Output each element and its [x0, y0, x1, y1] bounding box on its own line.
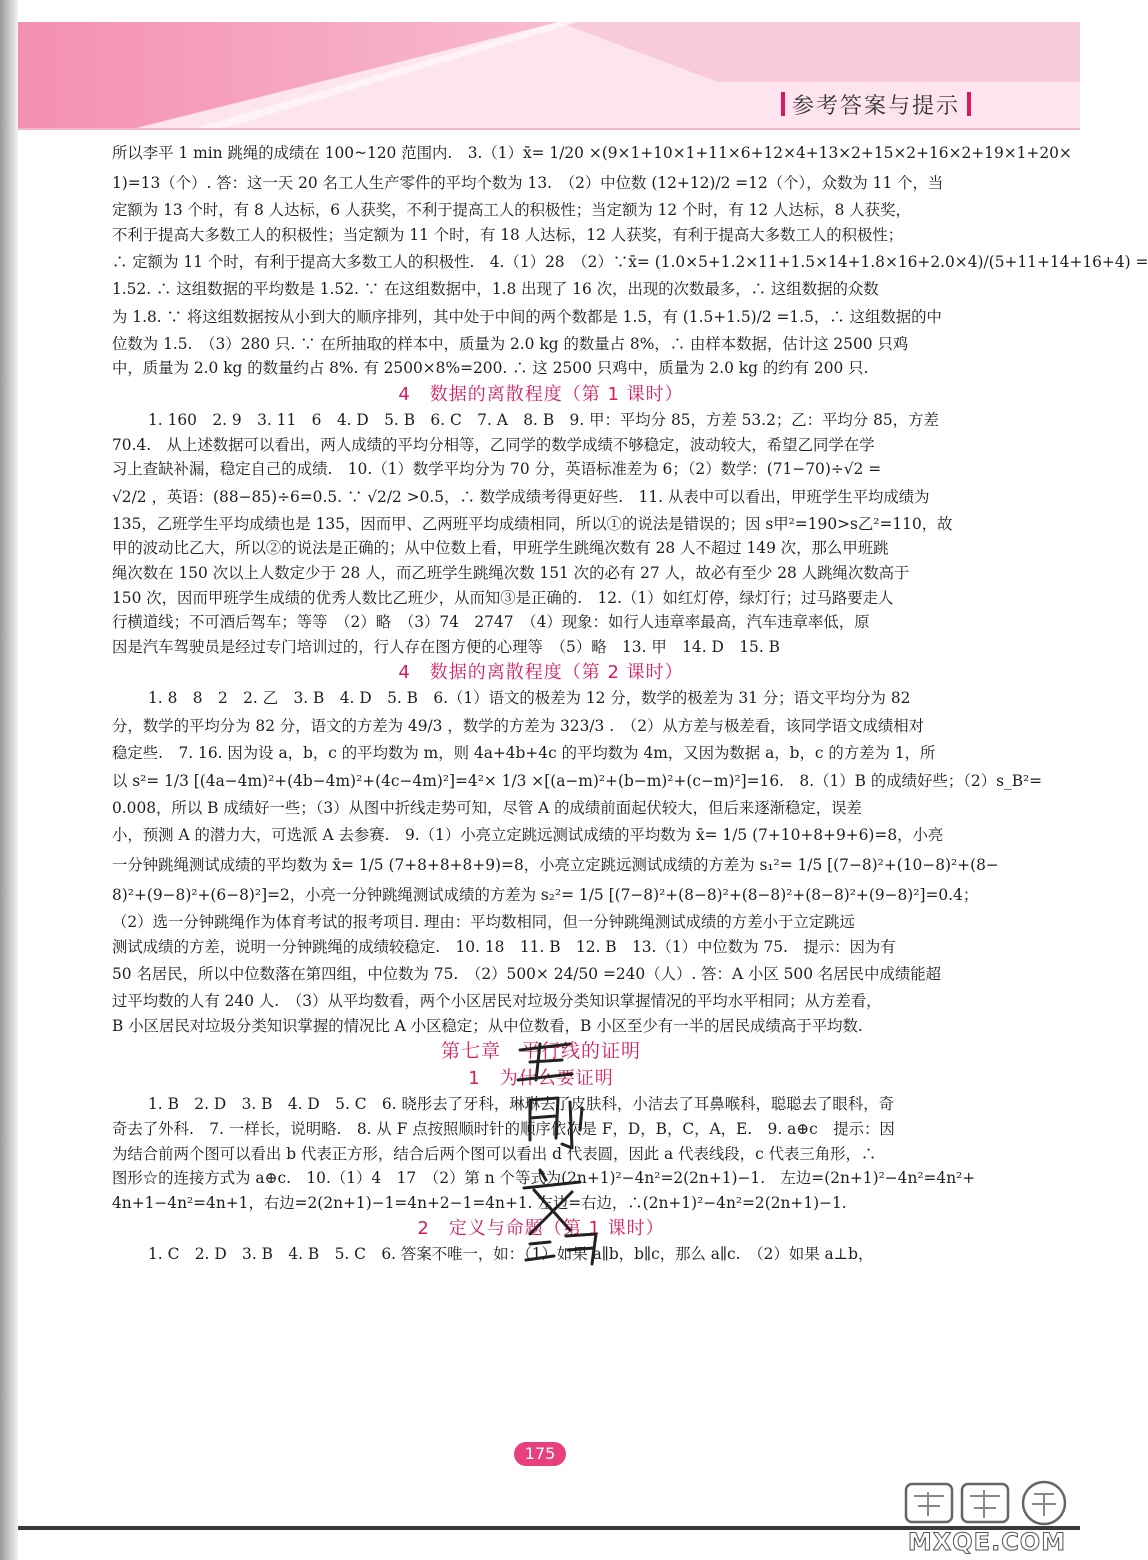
text-line: 奇去了外科. 7. 一样长，说明略. 8. 从 F 点按照顺时针的顺序依次是 F，D，B，C，A，E. 9. a⊕c 提示：因: [112, 1120, 895, 1139]
section-heading: 4 数据的离散程度（第 2 课时）: [398, 662, 684, 684]
text-line: 中，质量为 2.0 kg 的数量约占 8%. 有 2500×8%=200. ∴ 这 2500 只鸡中，质量为 2.0 kg 的约有 200 只.: [112, 359, 869, 378]
text-line: 测试成绩的方差，说明一分钟跳绳的成绩较稳定. 10. 18 11. B 12. B 13.（1）中位数为 75. 提示：因为有: [112, 937, 896, 956]
text-line: ∴ 定额为 11 个时，有利于提高大多数工人的积极性. 4.（1）28 （2）∵x̄= (1.0×5+1.2×11+1.5×14+1.8×16+2.0×4)/(5+11+14+16+4) =: [112, 253, 1148, 272]
text-line: 4n+1−4n²=4n+1，右边=2(2n+1)−1=4n+2−1=4n+1. 左边=右边，∴(2n+1)²−4n²=2(2n+1)−1.: [112, 1193, 847, 1212]
text-line: 所以李平 1 min 跳绳的成绩在 100~120 范围内. 3.（1）x̄= 1/20 ×(9×1+10×1+11×6+12×4+13×2+15×2+16×2+19×1+20×: [112, 144, 1072, 162]
text-line: 为 1.8. ∵ 将这组数据按从小到大的顺序排列，其中处于中间的两个数都是 1.5，有 (1.5+1.5)/2 =1.5，∴ 这组数据的中: [112, 307, 942, 326]
watermark-stamp-icon: [898, 1476, 1076, 1532]
text-line: 1)=13（个）. 答：这一天 20 名工人生产零件的平均个数为 13. （2）中位数 (12+12)/2 =12（个），众数为 11 个，当: [112, 174, 944, 192]
text-line: 50 名居民，所以中位数落在第四组，中位数为 75. （2）500× 24/50 =240（人）. 答：A 小区 500 名居民中成绩能超: [112, 965, 942, 984]
text-line: 因是汽车驾驶员是经过专门培训过的，行人存在图方便的心理等 （5）略 13. 甲 14. D 15. B: [112, 637, 780, 656]
text-line: 不利于提高大多数工人的积极性；当定额为 11 个时，有 18 人达标，12 人获奖，有利于提高大多数工人的积极性；: [112, 225, 904, 244]
text-line: 绳次数在 150 次以上人数定少于 28 人，而乙班学生跳绳次数 151 次的必有 27 人，故必有至少 28 人跳绳次数高于: [112, 563, 910, 582]
watermark-text: MXQE.COM: [907, 1528, 1067, 1556]
text-line: 8)²+(9−8)²+(6−8)²]=2，小亮一分钟跳绳测试成绩的方差为 s₂²= 1/5 [(7−8)²+(8−8)²+(8−8)²+(8−8)²+(9−8)²]=0.4；: [112, 886, 979, 905]
text-line: 70.4. 从上述数据可以看出，两人成绩的平均分相等，乙同学的数学成绩不够稳定，波动较大，希望乙同学在学: [112, 435, 875, 454]
header-title-block: [778, 88, 974, 120]
text-line: 1. 160 2. 9 3. 11 6 4. D 5. B 6. C 7. A 8. B 9. 甲：平均分 85，方差 53.2；乙：平均分 85，方差: [148, 410, 939, 429]
text-line: （2）选一分钟跳绳作为体育考试的报考项目. 理由：平均数相同，但一分钟跳绳测试成绩的方差小于立定跳远: [112, 913, 855, 932]
header-bar-icon: [967, 92, 971, 116]
handwritten-scribble: [500, 1030, 620, 1270]
text-line: 甲的波动比乙大，所以②的说法是正确的；从中位数上看，甲班学生跳绳次数有 28 人不超过 149 次，那么甲班跳: [112, 539, 889, 558]
text-line: 1. C 2. D 3. B 4. B 5. C 6. 答案不唯一，如：（1）如果 a∥b，b∥c，那么 a∥c. （2）如果 a⊥b，: [148, 1245, 874, 1264]
text-line: 0.008，所以 B 成绩好一些；（3）从图中折线走势可知，尽管 A 的成绩前面起伏较大，但后来逐渐稳定，误差: [112, 798, 862, 817]
text-line: 135，乙班学生平均成绩也是 135，因而甲、乙两班平均成绩相同，所以①的说法是错误的；因 s甲²=190>s乙²=110，故: [112, 514, 953, 533]
text-line: 位数为 1.5. （3）280 只. ∵ 在所抽取的样本中，质量为 2.0 kg 的数量占 8%，∴ 由样本数据，估计这 2500 只鸡: [112, 334, 909, 353]
text-line: 稳定些. 7. 16. 因为设 a，b，c 的平均数为 m，则 4a+4b+4c 的平均数为 4m，又因为数据 a，b，c 的方差为 1，所: [112, 743, 936, 762]
text-line: √2/2 ，英语：(88−85)÷6=0.5. ∵ √2/2 >0.5，∴ 数学成绩考得更好些. 11. 从表中可以看出，甲班学生平均成绩为: [112, 487, 930, 506]
section-heading: 1 为什么要证明: [468, 1068, 614, 1090]
text-line: 过平均数的人有 240 人. （3）从平均数看，两个小区居民对垃圾分类知识掌握情况的平均水平相同；从方差看，: [112, 992, 882, 1011]
header-bar-icon: [781, 92, 785, 116]
chapter-heading: 第七章 平行线的证明: [440, 1040, 641, 1063]
page-number: 175: [514, 1442, 566, 1466]
text-line: 分，数学的平均分为 82 分，语文的方差为 49/3 ，数学的方差为 323/3 . （2）从方差与极差看，该同学语文成绩相对: [112, 716, 925, 735]
text-line: 习上查缺补漏，稳定自己的成绩. 10.（1）数学平均分为 70 分，英语标准差为 6；（2）数学：(71−70)÷√2 =: [112, 460, 882, 479]
text-line: 图形☆的连接方式为 a⊕c. 10.（1）4 17 （2）第 n 个等式为(2n+1)²−4n²=2(2n+1)−1. 左边=(2n+1)²−4n²=4n²+: [112, 1169, 976, 1188]
text-line: 为结合前两个图可以看出 b 代表正方形，结合后两个图可以看出 d 代表圆，因此 a 代表线段，c 代表三角形，∴: [112, 1144, 877, 1163]
text-line: 一分钟跳绳测试成绩的平均数为 x̄= 1/5 (7+8+8+8+9)=8，小亮立定跳远测试成绩的方差为 s₁²= 1/5 [(7−8)²+(10−8)²+(8−: [112, 856, 999, 875]
text-line: 1. B 2. D 3. B 4. D 5. C 6. 晓彤去了牙科，琳琳去了皮肤科，小洁去了耳鼻喉科，聪聪去了眼科，奇: [148, 1095, 894, 1114]
text-line: 150 次，因而甲班学生成绩的优秀人数比乙班少，从而知③是正确的. 12.（1）如红灯停，绿灯行；过马路要走人: [112, 588, 894, 607]
page-binding-edge: [0, 0, 18, 1560]
text-line: 小，预测 A 的潜力大，可选派 A 去参赛. 9.（1）小亮立定跳远测试成绩的平均数为 x̄= 1/5 (7+10+8+9+6)=8，小亮: [112, 826, 944, 845]
text-line: 1.52. ∴ 这组数据的平均数是 1.52. ∵ 在这组数据中，1.8 出现了 16 次，出现的次数最多，∴ 这组数据的众数: [112, 280, 879, 299]
section-heading: 2 定义与命题（第 1 课时）: [417, 1218, 665, 1240]
watermark-logo: [898, 1476, 1076, 1558]
section-heading: 4 数据的离散程度（第 1 课时）: [398, 383, 684, 405]
text-line: 行横道线；不可酒后驾车；等等 （2）略 （3）74 2747 （4）现象：如行人违章率最高，汽车违章率低，原: [112, 613, 870, 632]
text-line: 1. 8 8 2 2. 乙 3. B 4. D 5. B 6.（1）语文的极差为 12 分，数学的极差为 31 分；语文平均分为 82: [148, 689, 911, 708]
text-line: B 小区居民对垃圾分类知识掌握的情况比 A 小区稳定；从中位数看，B 小区至少有一半的居民成绩高于平均数.: [112, 1016, 863, 1035]
text-line: 以 s²= 1/3 [(4a−4m)²+(4b−4m)²+(4c−4m)²]=4²× 1/3 ×[(a−m)²+(b−m)²+(c−m)²]=16. 8.（1）B 的成绩好些；（2）s_B²=: [112, 771, 1043, 790]
text-line: 定额为 13 个时，有 8 人达标，6 人获奖，不利于提高工人的积极性；当定额为 12 个时，有 12 人达标，8 人获奖，: [112, 201, 911, 219]
header-title: 参考答案与提示: [791, 93, 960, 119]
